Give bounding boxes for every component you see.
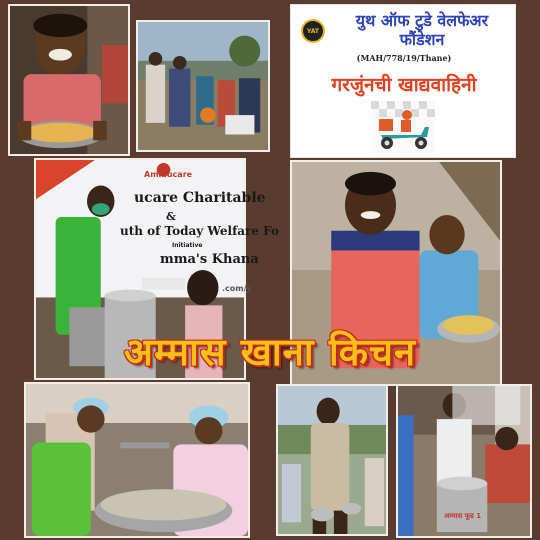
delivery-scooter-icon xyxy=(371,101,435,153)
banner-ampersand: & xyxy=(166,210,176,223)
photo-volunteers-serving xyxy=(396,384,532,538)
photo-child-with-plate xyxy=(8,4,130,156)
org-name: युथ ऑफ टुडे वेलफेअर फौंडेशन xyxy=(355,11,489,49)
banner-line-1: ucare Charitable xyxy=(134,190,266,206)
photo-women-cooking xyxy=(24,382,250,538)
banner-url: .com/y xyxy=(222,284,252,293)
banner-brand: Ammucare xyxy=(144,170,193,179)
initiative-name: गरजुंनची खाद्यवाहिनी xyxy=(331,74,477,96)
banner-line-2: uth of Today Welfare Fo xyxy=(120,224,280,238)
org-badge-icon: YAT xyxy=(301,19,325,43)
banner-initiative: Initiative xyxy=(172,242,203,249)
headline-title: अम्मास खाना किचन xyxy=(123,330,417,374)
banner-line-3: mma's Khana xyxy=(160,252,259,267)
org-registration: (MAH/778/19/Thane) xyxy=(356,53,452,63)
organization-logo-card xyxy=(290,4,516,158)
photo-man-with-bowls xyxy=(276,384,388,536)
pot-label: अम्मास फूड 1 xyxy=(444,512,482,520)
photo-outdoor-group xyxy=(136,20,270,152)
